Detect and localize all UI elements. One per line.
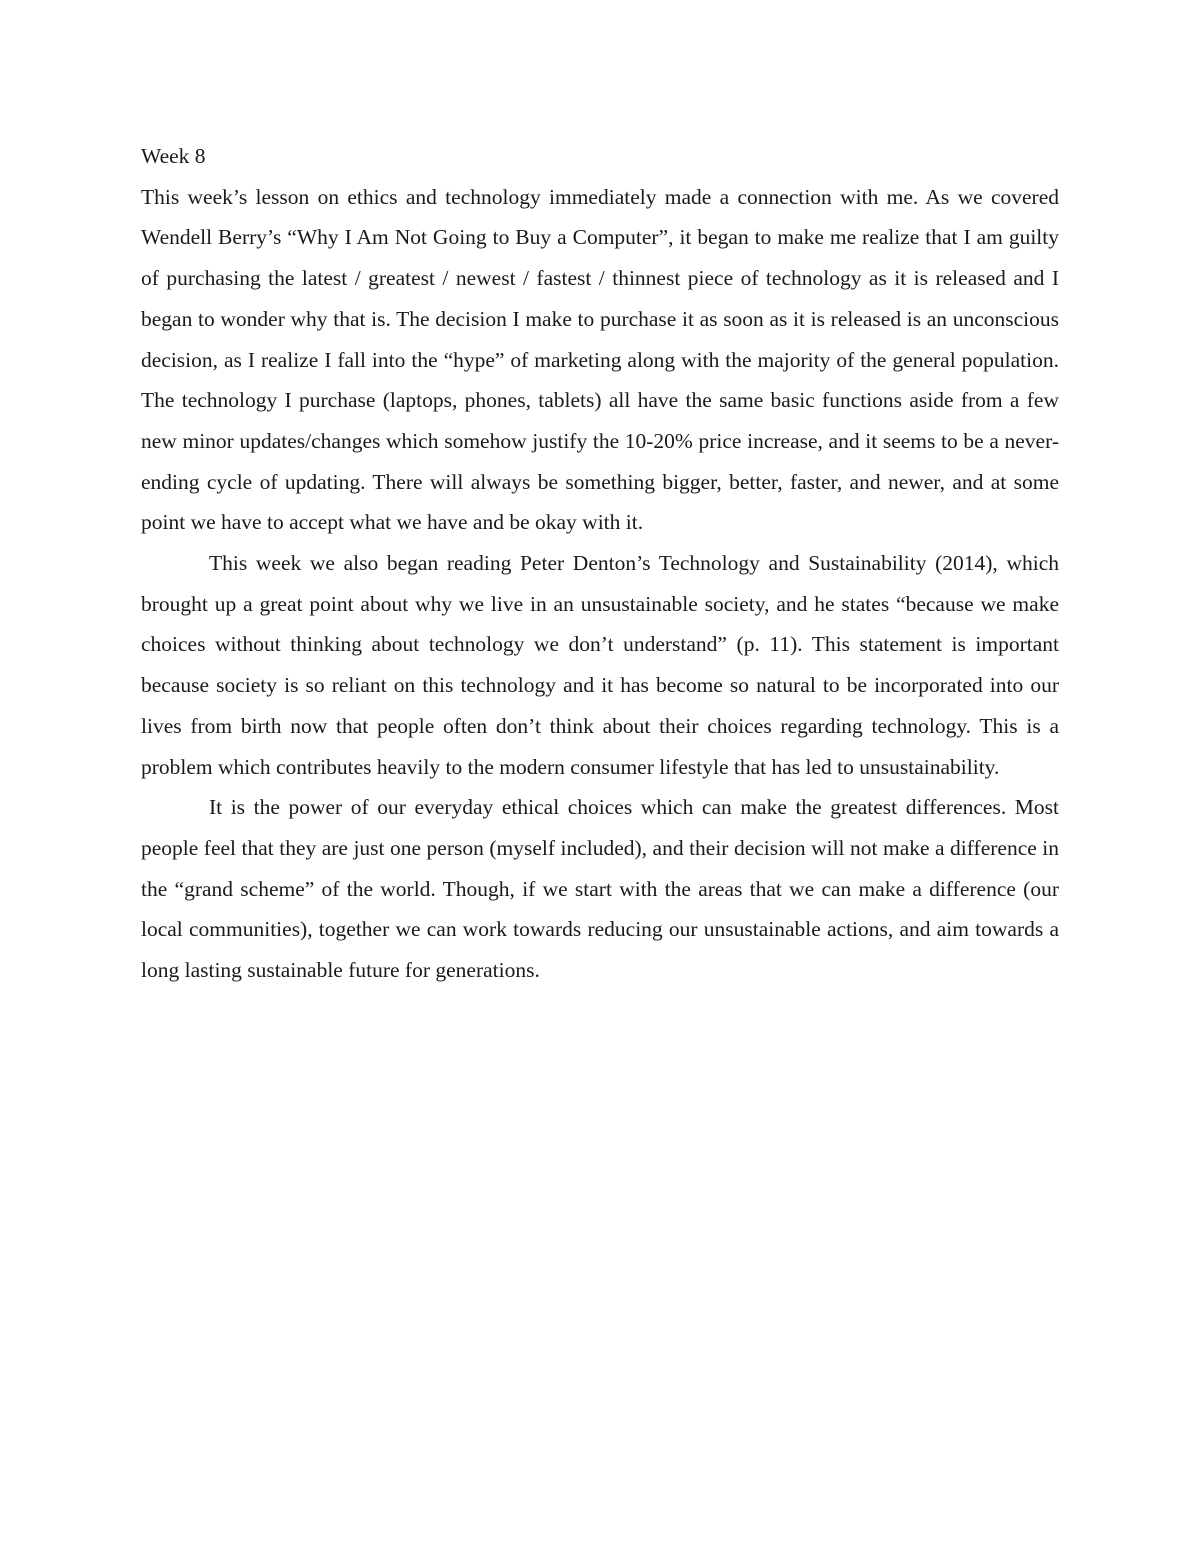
- document-heading: Week 8: [141, 144, 206, 168]
- paragraph-1: This week’s lesson on ethics and technology immediately made a connection with me. As we covered Wendell Berry’s “Why I Am Not Going to Buy a Computer”, it began to make me realize that I am guilty of purchasing the latest / greatest / newest / fastest / thinnest piece of technology as it is released and I began to wonder why that is. The decision I make to purchase it as soon as it is released is an unconscious decision, as I realize I fall into the “hype” of marketing along with the majority of the general population. The technology I purchase (laptops, phones, tablets) all have the same basic functions aside from a few new minor updates/changes which somehow justify the 10-20% price increase, and it seems to be a never-ending cycle of updating. There will always be something bigger, better, faster, and newer, and at some point we have to accept what we have and be okay with it.: [141, 184, 1059, 535]
- document-body: [141, 136, 1059, 991]
- paragraph-2: This week we also began reading Peter Denton’s Technology and Sustainability (2014), which brought up a great point about why we live in an unsustainable society, and he states “because we make choices without thinking about technology we don’t understand” (p. 11). This statement is important because society is so reliant on this technology and it has become so natural to be incorporated into our lives from birth now that people often don’t think about their choices regarding technology. This is a problem which contributes heavily to the modern consumer lifestyle that has led to unsustainability.: [141, 551, 1059, 779]
- paragraph-3: It is the power of our everyday ethical choices which can make the greatest differences. Most people feel that they are just one person (myself included), and their decision will not make a difference in the “grand scheme” of the world. Though, if we start with the areas that we can make a difference (our local communities), together we can work towards reducing our unsustainable actions, and aim towards a long lasting sustainable future for generations.: [141, 795, 1059, 983]
